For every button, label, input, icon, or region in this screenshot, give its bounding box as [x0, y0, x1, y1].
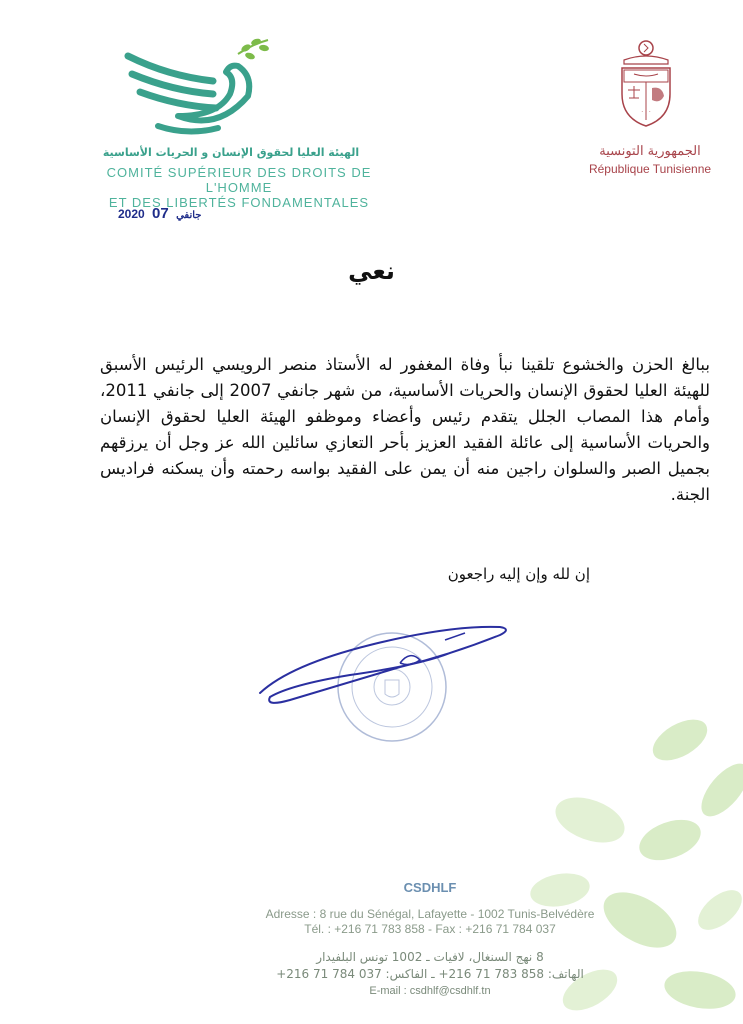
page-title: نعي	[348, 257, 395, 285]
footer-phone-fr: Tél. : +216 71 783 858 - Fax : +216 71 784 037	[304, 922, 556, 936]
republic-name-ar: الجمهورية التونسية	[599, 144, 701, 159]
dove-icon	[118, 36, 298, 146]
date-year: 2020	[118, 207, 145, 221]
committee-name-fr-line2: ET DES LIBERTÉS FONDAMENTALES	[108, 195, 370, 210]
footer-address-ar	[150, 949, 710, 983]
condolence-text: ببالغ الحزن والخشوع تلقينا نبأ وفاة المغفور له الأستاذ منصر الرويسي الرئيس الأسبق للهيئة العليا لحقوق الإنسان والحريات الأساسية، من شهر جانفي 2007 إلى جانفي 2011، وأمام هذا المصاب الجلل يتقدم رئيس وأعضاء وموظفو الهيئة العليا لحقوق الإنسان والحريات الأساسية إلى عائلة الفقيد العزيز بأحر التعازي سائلين الله عز وجل أن يرزقهم بجميل الصبر والسلوان راجين منه أن يمن على الفقيد بواسه رحمته وأن يسكنه فراديس الجنة.	[100, 355, 710, 504]
date-month: جانفي	[176, 210, 202, 221]
committee-name-ar: الهيئة العليا لحقوق الإنسان و الحريات الأساسية	[102, 146, 360, 159]
signature-icon	[250, 605, 520, 715]
footer-email[interactable]: E-mail : csdhlf@csdhlf.tn	[369, 985, 491, 997]
tunisian-coat-of-arms-icon	[610, 38, 682, 130]
committee-name-fr-line1: COMITÉ SUPÉRIEUR DES DROITS DE L'HOMME	[106, 165, 372, 195]
republic-logo	[580, 38, 720, 188]
committee-name-fr	[94, 165, 384, 210]
footer-address-ar-line: 8 نهج السنغال، لافيات ـ 1002 تونس البلفيدار	[316, 950, 544, 964]
svg-text:· · ·: · · ·	[641, 109, 651, 116]
republic-name-fr: République Tunisienne	[588, 162, 712, 176]
date-day: 07	[152, 205, 169, 222]
footer-org-name: CSDHLF	[403, 880, 457, 895]
closing-phrase: إن لله وإن إليه راجعون	[447, 565, 590, 583]
footer	[150, 880, 710, 997]
footer-phone-ar: الهاتف: 858 783 71 216+ ـ الفاكس: 037 784 71 216+	[276, 967, 584, 981]
date-stamp	[118, 205, 205, 222]
footer-address-fr	[150, 907, 710, 937]
footer-address-fr-line: Adresse : 8 rue du Sénégal, Lafayette - 1002 Tunis-Belvédère	[265, 907, 595, 921]
